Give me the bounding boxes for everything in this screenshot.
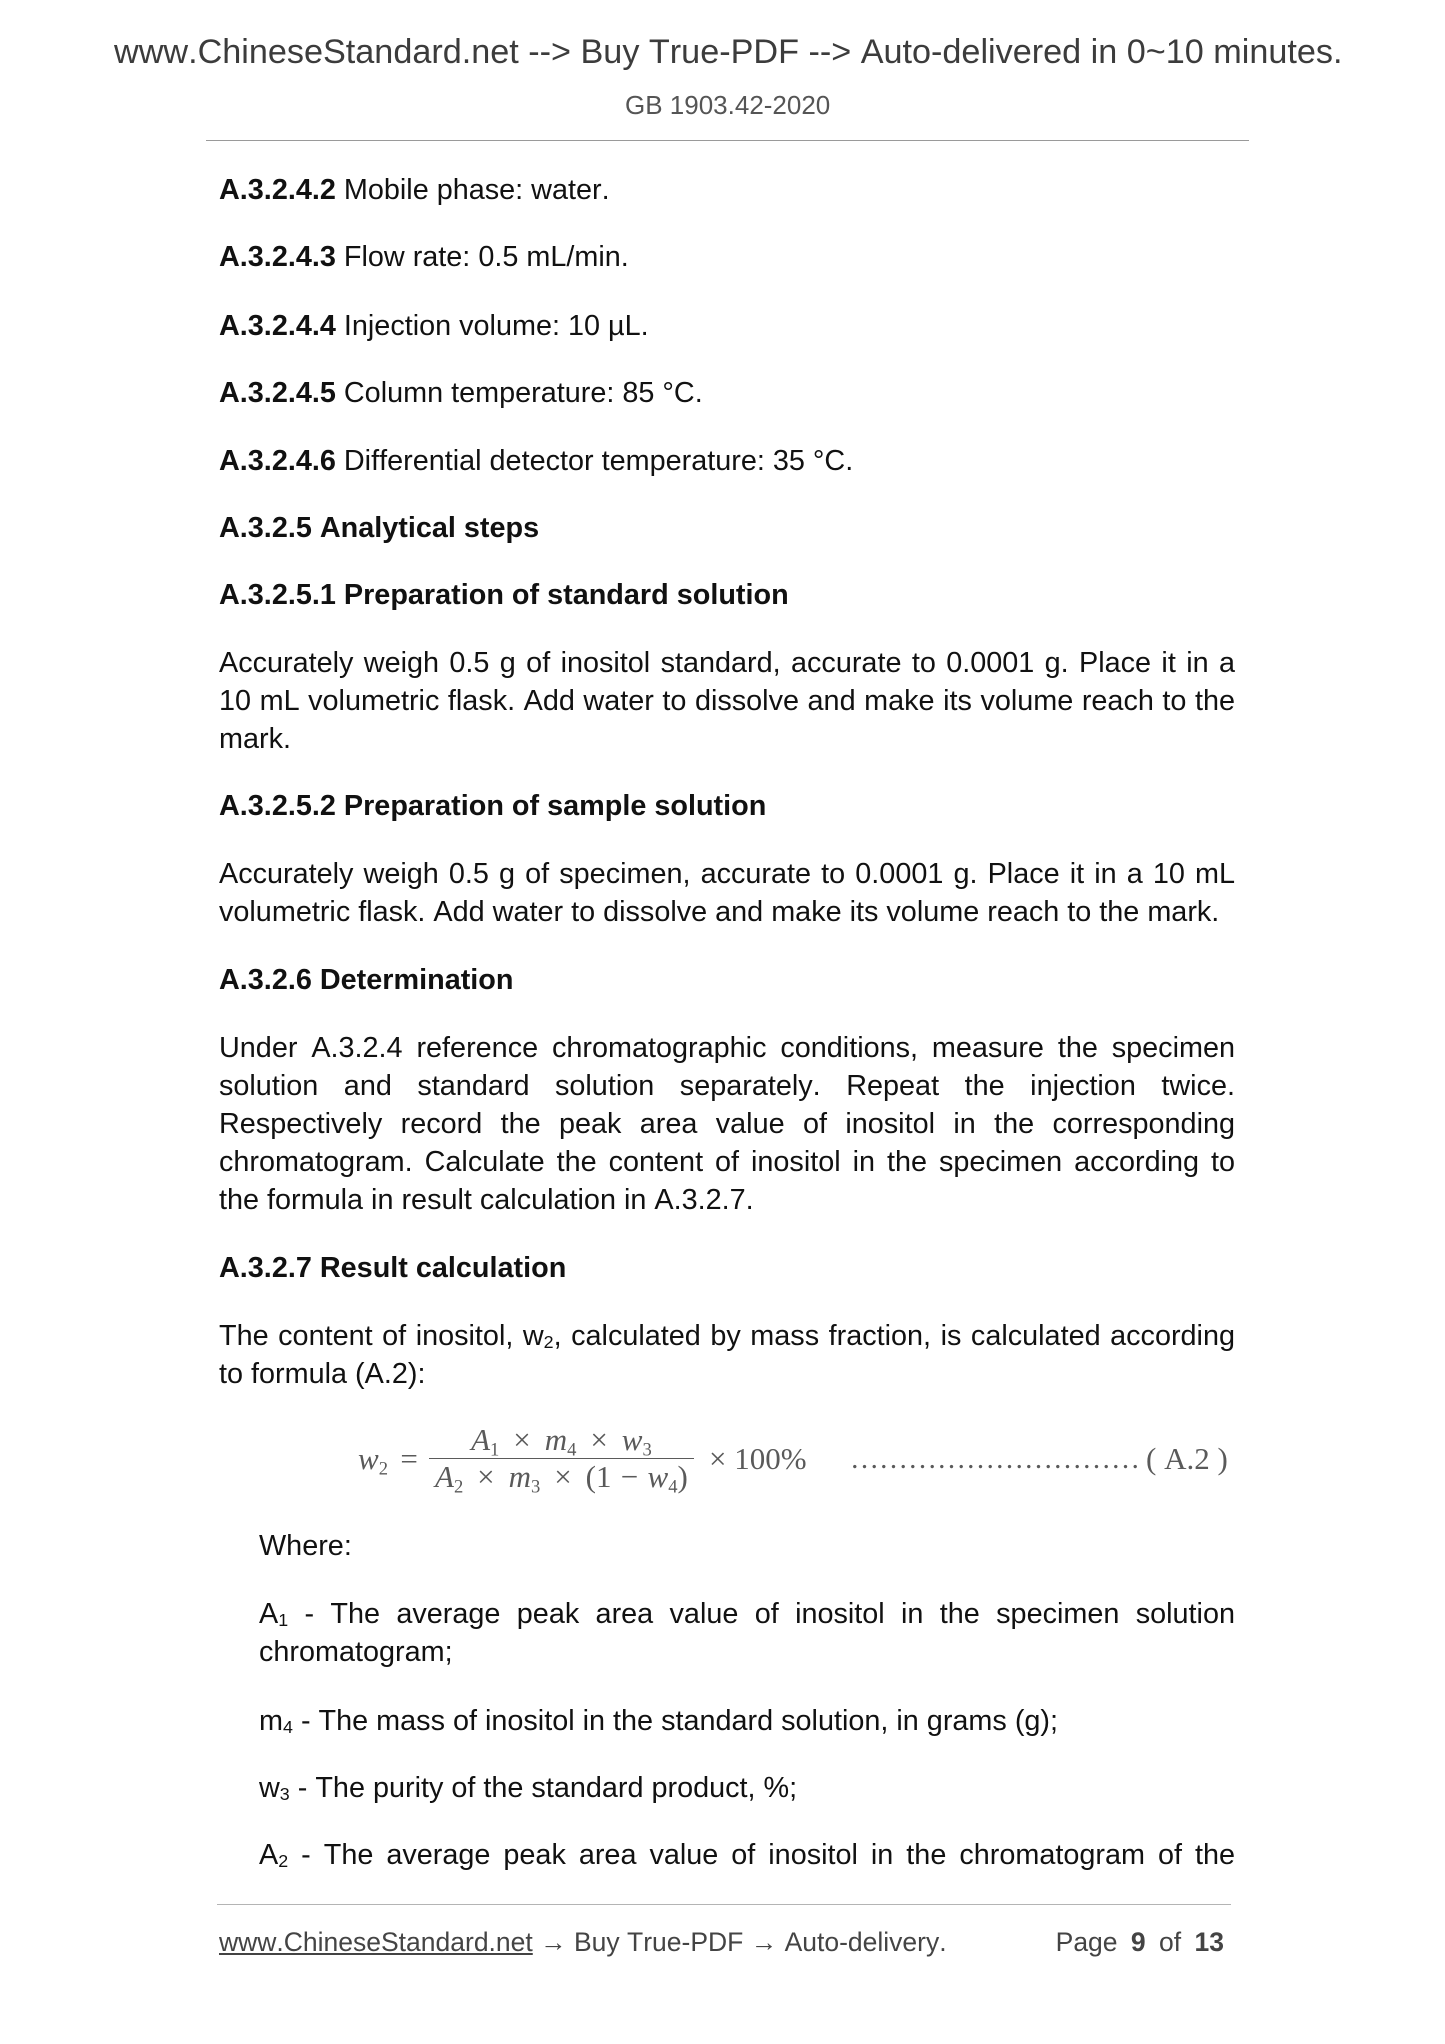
paragraph-standard-solution bbox=[219, 644, 1235, 758]
formula-variable: w bbox=[358, 1441, 379, 1476]
formula-close-paren: ) bbox=[677, 1459, 688, 1494]
clause-number: A.3.2.4.2 bbox=[219, 174, 336, 206]
where-item-m4 bbox=[259, 1702, 1235, 1740]
formula-dot-leader: ………………………… bbox=[850, 1443, 1140, 1475]
formula-subscript: 3 bbox=[530, 1476, 541, 1498]
formula-minus: − bbox=[620, 1459, 639, 1494]
formula-open-paren: (1 bbox=[585, 1459, 612, 1494]
footer-tagline: → Buy True-PDF → Auto-delivery. bbox=[540, 1927, 947, 1957]
symbol-description: - The mass of inositol in the standard solution, in grams (g); bbox=[300, 1705, 1059, 1737]
symbol-description: - The purity of the standard product, %; bbox=[297, 1772, 798, 1804]
formula-variable: m bbox=[508, 1459, 531, 1494]
symbol-description: - The average peak area value of inositol in the specimen solution chromatogram; bbox=[259, 1598, 1235, 1668]
footer-divider bbox=[217, 1904, 1231, 1905]
clause-number: A.3.2.4.6 bbox=[219, 445, 336, 477]
formula-variable: w bbox=[621, 1422, 643, 1457]
symbol-subscript: 3 bbox=[279, 1783, 290, 1804]
symbol-subscript: 2 bbox=[278, 1850, 289, 1871]
heading-number: A.3.2.5.1 bbox=[219, 579, 336, 611]
clause-text: Mobile phase: water. bbox=[343, 174, 610, 206]
clause-text: Differential detector temperature: 35 °C. bbox=[343, 445, 854, 477]
clause-flow-rate bbox=[219, 238, 1235, 276]
heading-title: Result calculation bbox=[319, 1252, 567, 1284]
clause-text: Column temperature: 85 °C. bbox=[343, 377, 703, 409]
clause-column-temperature bbox=[219, 374, 1235, 412]
clause-detector-temperature bbox=[219, 442, 1235, 480]
paragraph-text: Accurately weigh 0.5 g of specimen, accurate to 0.0001 g. Place it in a 10 mL volumetric flask. Add water to dissolve and make its volume reach to the mark. bbox=[219, 858, 1235, 928]
where-label bbox=[259, 1527, 1235, 1565]
heading-number: A.3.2.5 bbox=[219, 512, 312, 544]
symbol: A bbox=[259, 1839, 279, 1871]
formula-equals: = bbox=[400, 1441, 418, 1476]
footer-left bbox=[219, 1925, 947, 1959]
clause-number: A.3.2.4.5 bbox=[219, 377, 336, 409]
paragraph-result-calculation bbox=[219, 1317, 1235, 1393]
clause-text: Injection volume: 10 µL. bbox=[343, 310, 649, 342]
footer-site-link[interactable]: www.ChineseStandard.net bbox=[219, 1927, 533, 1957]
heading-standard-solution bbox=[219, 576, 1235, 614]
page-total: 13 bbox=[1194, 1927, 1224, 1957]
clause-text: Flow rate: 0.5 mL/min. bbox=[343, 241, 629, 273]
formula-numerator bbox=[429, 1422, 694, 1459]
formula-subscript: 4 bbox=[567, 1439, 577, 1461]
formula-fraction bbox=[429, 1422, 694, 1498]
symbol: A bbox=[259, 1598, 279, 1630]
paragraph-text: The content of inositol, w bbox=[219, 1320, 544, 1352]
formula-variable: m bbox=[544, 1422, 568, 1457]
formula-subscript: 4 bbox=[668, 1476, 678, 1498]
heading-sample-solution bbox=[219, 787, 1235, 825]
page-of-label: of bbox=[1159, 1927, 1182, 1957]
where-label-text: Where: bbox=[259, 1530, 352, 1562]
where-item-w3 bbox=[259, 1769, 1235, 1807]
paragraph-determination bbox=[219, 1029, 1235, 1219]
formula-variable: A bbox=[435, 1459, 454, 1494]
header-banner: www.ChineseStandard.net --> Buy True-PDF --> Auto-delivered in 0~10 minutes. bbox=[114, 33, 1343, 71]
formula-subscript: 1 bbox=[490, 1439, 500, 1461]
formula-variable: A bbox=[471, 1422, 491, 1457]
heading-result-calculation bbox=[219, 1249, 1235, 1287]
formula-subscript: 2 bbox=[453, 1476, 464, 1498]
formula-times: × bbox=[554, 1459, 572, 1494]
formula-times: × bbox=[477, 1459, 495, 1494]
clause-injection-volume bbox=[219, 307, 1235, 345]
symbol-subscript: 4 bbox=[283, 1716, 293, 1737]
page-number: 9 bbox=[1130, 1927, 1146, 1957]
page-label: Page bbox=[1055, 1927, 1118, 1957]
paragraph-subscript: 2 bbox=[543, 1331, 554, 1352]
formula-variable: w bbox=[647, 1459, 669, 1494]
clause-mobile-phase bbox=[219, 171, 1235, 209]
where-item-a1 bbox=[259, 1595, 1235, 1671]
heading-number: A.3.2.5.2 bbox=[219, 790, 336, 822]
formula-subscript: 2 bbox=[378, 1458, 388, 1480]
symbol-subscript: 1 bbox=[278, 1609, 289, 1630]
formula-denominator bbox=[429, 1459, 694, 1498]
formula-percent-factor: × 100% bbox=[709, 1441, 807, 1476]
formula-lhs bbox=[358, 1441, 418, 1480]
heading-number: A.3.2.7 bbox=[219, 1252, 312, 1284]
formula-times: × bbox=[513, 1422, 531, 1457]
heading-determination bbox=[219, 961, 1235, 999]
formula-times: × bbox=[590, 1422, 608, 1457]
paragraph-sample-solution bbox=[219, 855, 1235, 931]
symbol-description: - The average peak area value of inositol in the chromatogram of the bbox=[301, 1839, 1235, 1871]
formula-subscript: 3 bbox=[642, 1439, 652, 1461]
paragraph-text: Accurately weigh 0.5 g of inositol standard, accurate to 0.0001 g. Place it in a 10 mL volumetric flask. Add water to dissolve and make its volume reach to the mark. bbox=[219, 647, 1235, 755]
page-indicator bbox=[1056, 1925, 1224, 1959]
heading-analytical-steps bbox=[219, 509, 1235, 547]
heading-title: Determination bbox=[319, 964, 514, 996]
heading-title: Preparation of sample solution bbox=[343, 790, 767, 822]
formula-number-label: ( A.2 ) bbox=[1146, 1441, 1228, 1476]
symbol: w bbox=[259, 1772, 280, 1804]
header-divider bbox=[206, 140, 1249, 141]
paragraph-text-continued: , calculated by mass fraction, is calculated according to formula (A.2): bbox=[219, 1320, 1235, 1390]
heading-title: Analytical steps bbox=[319, 512, 540, 544]
heading-number: A.3.2.6 bbox=[219, 964, 312, 996]
heading-title: Preparation of standard solution bbox=[343, 579, 789, 611]
symbol: m bbox=[259, 1705, 283, 1737]
clause-number: A.3.2.4.3 bbox=[219, 241, 336, 273]
document-code: GB 1903.42-2020 bbox=[625, 90, 831, 120]
where-item-a2 bbox=[259, 1836, 1235, 1874]
clause-number: A.3.2.4.4 bbox=[219, 310, 336, 342]
paragraph-text: Under A.3.2.4 reference chromatographic conditions, measure the specimen solution and standard solution separately. Repeat the injection twice. Respectively record the peak area value of inositol in the corresponding chromatogram. Calculate the content of inositol in the specimen according to the formula in result calculation in A.3.2.7. bbox=[219, 1032, 1235, 1216]
